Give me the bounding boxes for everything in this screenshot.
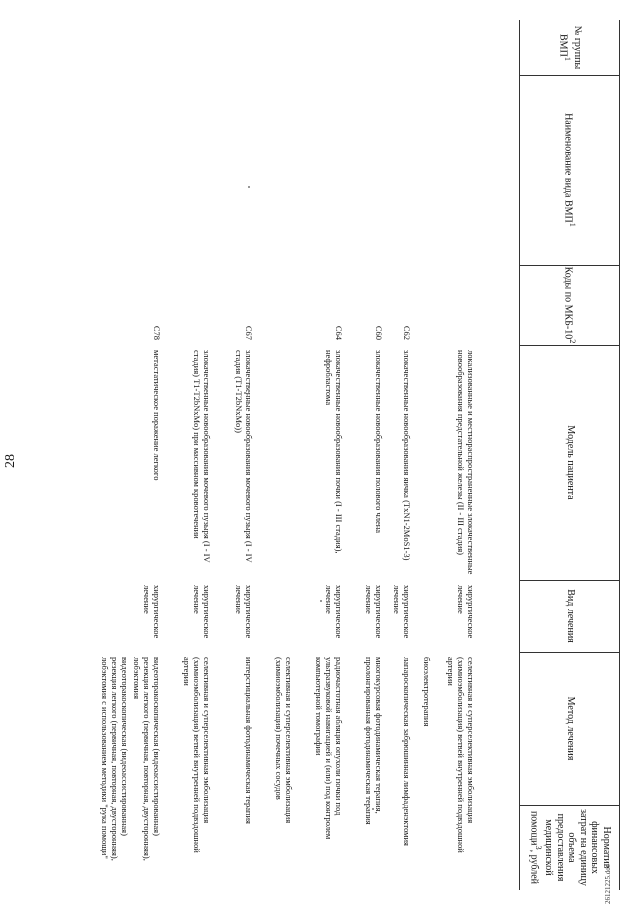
table-row-4-type: хирургическое лечение <box>233 585 254 639</box>
table-row-3-method-1: селективная и суперселективная эмболизация (химиоэмболизация) почечных сосудов <box>273 657 294 824</box>
header-patient-model: Модель пациента <box>564 425 576 500</box>
table-row-2-type: хирургическое лечение <box>363 585 384 639</box>
table-row-6-model: метастатическое поражение легкого <box>152 350 162 481</box>
header-vmp-name: Наименование вида ВМП$^1$ <box>563 113 578 227</box>
table-row-5-type: хирургическое лечение <box>191 585 212 639</box>
table-row-3-code: C64 <box>334 325 344 340</box>
footer-file-code-text: 26121225.doc <box>604 864 612 904</box>
table-row-6-method-1: видеоторакоскопическая (видеоассистированная) резекция легкого (первичная, повторная, двусторонняя), лобэктомия с использованием методики "рука помощи" <box>99 657 130 861</box>
table-row-0-method-0: селективная и суперселективная эмболизация (химиоэмболизация) ветвей внутренней подвздошной артерии <box>445 657 476 853</box>
table-row-2-method-0: многокурсовая фотодинамическая терапия, пролонгированная фотодинамическая терапия <box>363 657 384 825</box>
header-treatment-type: Вид лечения <box>564 589 576 643</box>
table-row-2-model: злокачественные новообразования полового члена <box>374 350 384 534</box>
table-row-3-method-0: радиочастотная абляция опухоли почки под ультразвуковой навигацией и (или) под контролем компьютерной томографии <box>313 657 344 840</box>
table-row-0-type: хирургическое лечение <box>455 585 476 639</box>
header-cost-standard: Норматив финансовых затрат на единицу объема предоставления медицинской помощи$^3$, рублей <box>528 809 612 886</box>
table-row-3-type: хирургическое лечение <box>323 585 344 639</box>
table-row-6-method-0: видеоторакоскопическая (видеоассистированная) резекция легкого (первичная, повторная, двусторонняя), лобэктомия <box>131 657 162 861</box>
table-row-6-code: C78 <box>152 325 162 340</box>
table-row-2-code: C60 <box>374 325 384 340</box>
page-number-text: 28 <box>3 454 18 468</box>
table-row-5-model: злокачественные новообразования мочевого пузыря (I - IV стадия) T1-T2bNxMo) при массивном кровотечении <box>191 350 212 563</box>
header-icd-codes: Коды по МКБ-$10^2$ <box>563 266 578 344</box>
table-row-0-model: локализованные и местнораспространенные злокачественные новообразования предстательной железы (II - III стадия) <box>455 350 476 575</box>
table-row-1-model: злокачественные новообразования яичка (TxN1-2MoS1-3) <box>402 350 412 561</box>
header-treatment-method: Метод лечения <box>564 696 576 761</box>
table-row-5-method-0: селективная и суперселективная эмболизация (химиоэмболизация) ветвей внутренней подвздошной артерии <box>181 657 212 853</box>
table-row-4-code: C67 <box>244 325 254 340</box>
rotated-table <box>100 20 620 890</box>
table-row-4-method-0: интерстициальная фотодинамическая терапия <box>244 657 254 824</box>
table-row-6-type: хирургическое лечение <box>141 585 162 639</box>
table-row-1-method-0: лапароскопическая забрюшинная лимфаденэктомия <box>402 657 412 846</box>
table-row-3-model: злокачественные новообразования почки (I - III стадия), нефробластома <box>323 350 344 554</box>
table-row-1-code: C62 <box>402 325 412 340</box>
header-group-number: № группы ВМП$^1$ <box>557 25 584 70</box>
table-row-0-method-1: биоэлектротерапия <box>422 657 432 727</box>
table-row-4-model: злокачественные новообразования мочевого пузыря (I - IV стадия (T1-T2bNxMo)) <box>233 350 254 563</box>
table-row-1-type: хирургическое лечение <box>391 585 412 639</box>
